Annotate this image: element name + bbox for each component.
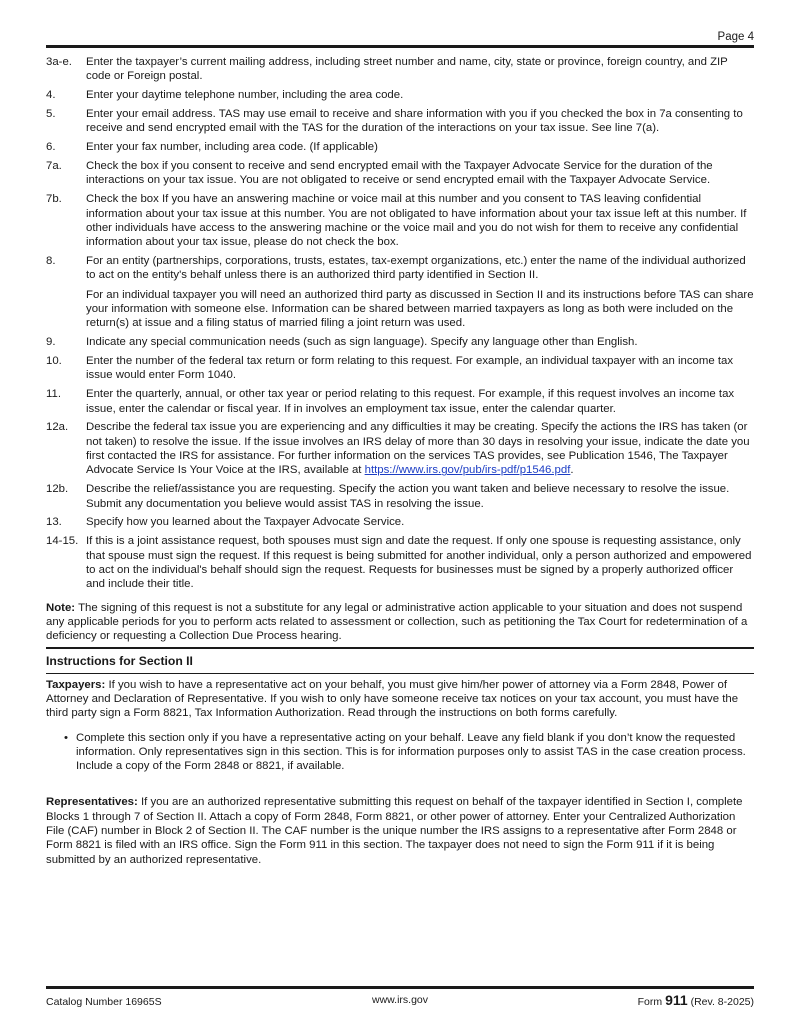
form-revision: (Rev. 8-2025) — [687, 996, 754, 1008]
item-text: Indicate any special communication needs (such as sign language). Specify any language other than English. — [86, 336, 638, 349]
item-text: Enter your daytime telephone number, including the area code. — [86, 89, 404, 102]
item-text: Describe the federal tax issue you are experiencing and any difficulties it may be creating. Specify the actions the IRS has taken (or not taken) to resolve the issue. If the issue involves an IRS delay of more than 30 days in resolving your issue, indicate the date you first contacted the IRS for assistance. For further information on the services TAS provides, see Publication 1546, The Taxpayer Advocate Service Is Your Voice at the IRS, available at — [86, 421, 750, 477]
item-number: 14-15. — [46, 535, 79, 548]
item-text: Enter the number of the federal tax return or form relating to this request. For example, an individual taxpayer with an income tax issue would enter Form 1040. — [86, 355, 734, 382]
instruction-item-10 — [46, 354, 754, 383]
catalog-number: Catalog Number 16965S — [46, 996, 162, 1008]
item-subtext: For an individual taxpayer you will need an authorized third party as discussed in Section II and its instructions before TAS can share your information with someone else. Information can be shared between married taxpayers as long as both were included on the return(s) at issue and a filing status of married filing a joint return was used. — [86, 288, 754, 330]
document-page — [46, 0, 754, 1035]
item-number: 8. — [46, 255, 56, 268]
instruction-item-12b — [46, 482, 754, 511]
section-ii-heading: Instructions for Section II — [46, 654, 193, 669]
instruction-item-3a-e — [46, 55, 754, 84]
instruction-item-8 — [46, 254, 754, 330]
bullet-item — [64, 731, 754, 774]
item-number: 3a-e. — [46, 56, 72, 68]
item-number: 10. — [46, 355, 62, 368]
note-text: The signing of this request is not a substitute for any legal or administrative action applicable to your situation and does not suspend any applicable periods for you to perform acts related to assessment or collection, such as petitioning the Tax Court for redetermination of a deficiency or requesting a Collection Due Process hearing. — [46, 601, 748, 643]
instruction-item-12a — [46, 420, 754, 477]
item-number: 7b. — [46, 193, 62, 206]
taxpayers-paragraph — [46, 678, 754, 721]
item-text: For an entity (partnerships, corporations, trusts, estates, tax-exempt organizations, etc.) enter the name of the individual authorized to act on the entity's behalf unless there is an authorized third party identified in Section II. — [86, 255, 746, 282]
item-number: 5. — [46, 108, 56, 121]
instruction-item-13 — [46, 515, 754, 529]
item-text: Enter your email address. TAS may use email to receive and share information with you if you checked the box in 7a consenting to receive and send encrypted email with the TAS for the duration of the interactions on your tax issue. See line 7(a). — [86, 108, 743, 135]
instructions-body — [46, 55, 754, 877]
instruction-item-7b — [46, 192, 754, 249]
publication-1546-link[interactable]: https://www.irs.gov/pub/irs-pdf/p1546.pdf — [364, 464, 571, 477]
note-paragraph — [46, 601, 754, 644]
taxpayers-text: If you wish to have a representative act on your behalf, you must give him/her power of attorney via a Form 2848, Power of Attorney and Declaration of Representative. If you wish to only have someone receive tax notices on your tax account, you must have the third party sign a Form 8821, Tax Information Authorization. Read through the instructions on both forms carefully. — [46, 678, 739, 720]
page-number: Page 4 — [717, 31, 754, 43]
page-footer — [46, 993, 754, 1009]
item-number: 12a. — [46, 421, 69, 434]
form-id: Form 911 (Rev. 8-2025) — [637, 992, 754, 1008]
item-text: Specify how you learned about the Taxpayer Advocate Service. — [86, 516, 405, 529]
item-text: Enter the quarterly, annual, or other tax year or period relating to this request. For example, if this request involves an income tax issue, enter the calendar or fiscal year. If in involves an employment tax issue, enter the calendar quarter. — [86, 388, 735, 415]
taxpayers-label: Taxpayers: — [46, 678, 106, 691]
item-text-end: . — [570, 464, 574, 477]
footer-rule — [46, 986, 754, 989]
representatives-label: Representatives: — [46, 796, 138, 809]
instruction-item-9 — [46, 335, 754, 349]
item-text: Enter your fax number, including area code. (If applicable) — [86, 141, 378, 154]
bullet-text: Complete this section only if you have a representative acting on your behalf. Leave any field blank if you don’t know the requested information. Only representatives sign in this section. This is for information purposes only to assist TAS in the case creation process. Include a copy of the Form 2848 or 8821, if available. — [76, 731, 746, 773]
item-number: 7a. — [46, 160, 62, 173]
item-text: Describe the relief/assistance you are requesting. Specify the action you want taken and believe necessary to resolve the issue. Submit any documentation you believe would assist TAS in resolving the issue. — [86, 483, 730, 510]
instruction-item-6 — [46, 140, 754, 154]
item-text: Check the box if you consent to receive and send encrypted email with the Taxpayer Advocate Service for the duration of the interactions on your tax issue. You are not obligated to receive or send encrypted email with the Taxpayer Advocate Service. — [86, 160, 713, 187]
item-number: 4. — [46, 89, 56, 102]
instruction-item-14-15 — [46, 534, 754, 591]
item-number: 12b. — [46, 483, 69, 496]
representatives-text: If you are an authorized representative submitting this request on behalf of the taxpayer identified in Section I, complete Blocks 1 through 7 of Section II. Attach a copy of Form 2848, Form 8821, or other power of attorney. Enter your Centralized Authorization File (CAF) number in Block 2 of Section II. The CAF number is the unique number the IRS assigns to a representative after Form 2848 or Form 8821 is filed with an IRS office. Sign the Form 911 in this section. The taxpayer does not need to sign the Form 911 if it is being submitted by an authorized representative. — [46, 796, 743, 866]
item-text: If this is a joint assistance request, both spouses must sign and date the request. If only one spouse is requesting assistance, only that spouse must sign the request. If this request is being submitted for another individual, only a person authorized and empowered to act on the individual's behalf should sign the request. Requests for businesses must be signed by a properly authorized officer and include their title. — [86, 535, 752, 591]
instruction-item-7a — [46, 159, 754, 188]
bullet-icon: • — [64, 731, 68, 744]
item-number: 9. — [46, 336, 56, 349]
item-number: 13. — [46, 516, 62, 529]
website: www.irs.gov — [371, 994, 428, 1006]
item-text: Check the box If you have an answering machine or voice mail at this number and you consent to TAS leaving confidential information about your tax issue at this number. You are not obligated to have information about your tax issue left at this number. If other individuals have access to the answering machine or the voice mail and you do not wish for them to receive any confidential information about your tax issue, please do not check the box. — [86, 193, 747, 249]
section-heading-rule — [46, 673, 754, 674]
instruction-item-5 — [46, 107, 754, 136]
top-rule — [46, 45, 754, 48]
item-number: 6. — [46, 141, 56, 154]
instruction-item-11 — [46, 387, 754, 416]
representatives-paragraph — [46, 795, 754, 866]
item-number: 11. — [46, 388, 61, 401]
instruction-item-4 — [46, 88, 754, 102]
item-text: Enter the taxpayer’s current mailing address, including street number and name, city, state or province, foreign country, and ZIP code or Foreign postal. — [86, 56, 728, 83]
form-number: 911 — [665, 992, 688, 1008]
note-label: Note: — [46, 601, 76, 614]
